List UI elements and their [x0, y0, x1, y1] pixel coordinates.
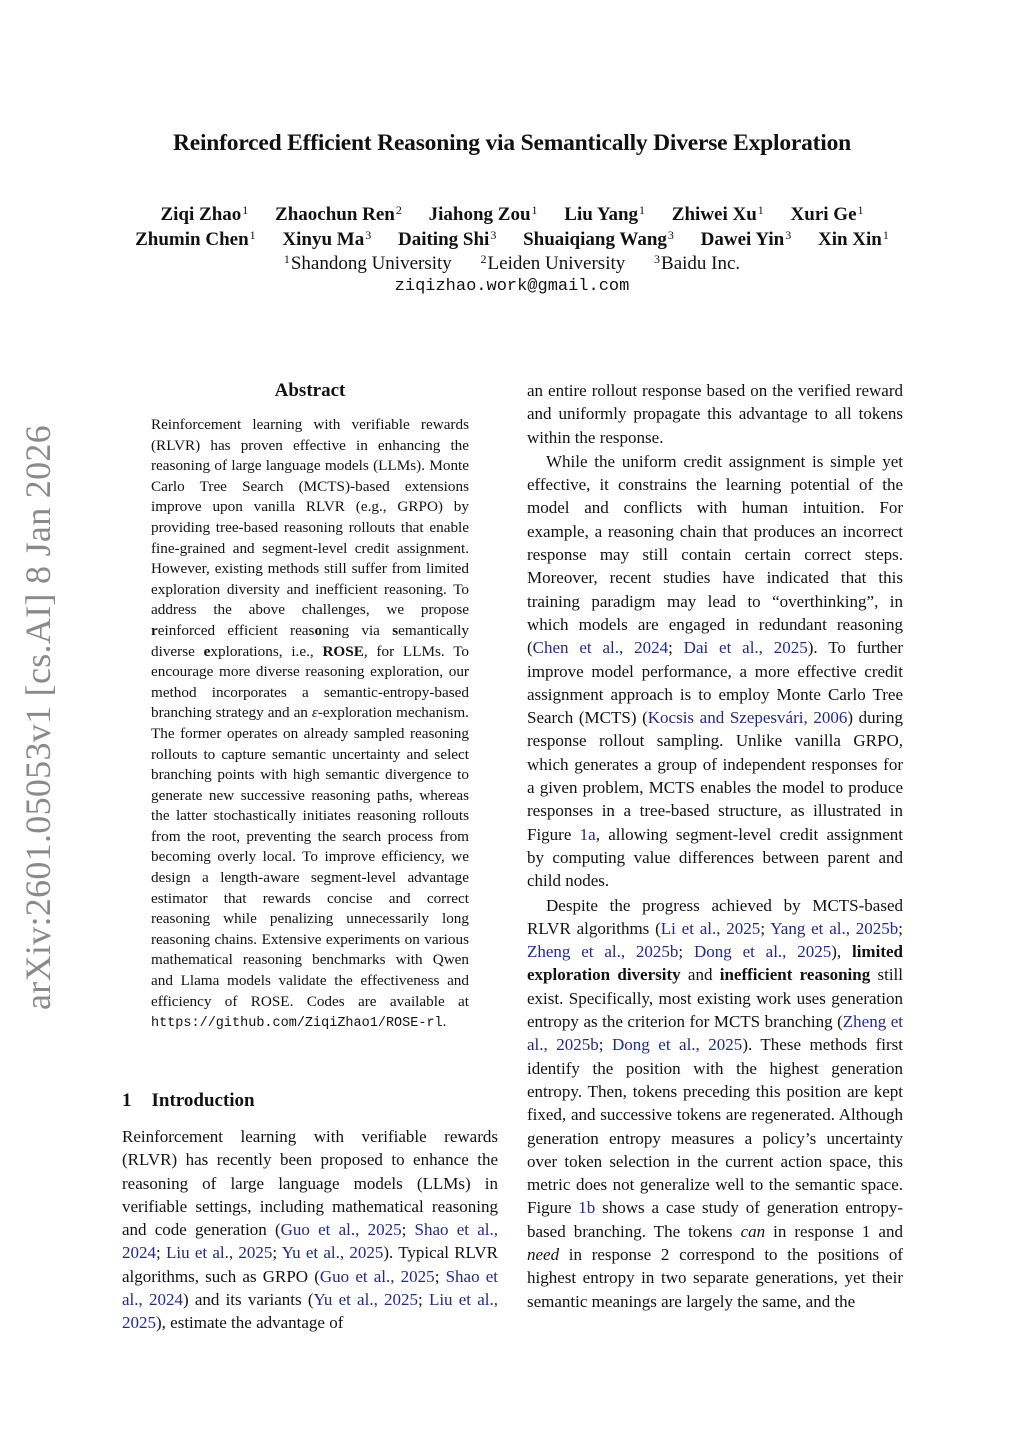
affiliation: $^1$Shandong University	[283, 252, 452, 274]
author: Xinyu Ma$^3$	[282, 228, 372, 250]
author: Daiting Shi$^3$	[397, 228, 497, 250]
citation-link[interactable]: Dong et al., 2025	[612, 1035, 743, 1055]
author-list-line-1	[0, 203, 1024, 226]
author: Xuri Ge$^1$	[790, 203, 864, 225]
arxiv-stamp-text: arXiv:2601.05053v1 [cs.AI] 8 Jan 2026	[18, 424, 58, 1010]
citation-link[interactable]: Guo et al., 2025	[319, 1266, 435, 1286]
citation-link[interactable]: Shao et al., 2024	[122, 1220, 498, 1263]
paragraph: an entire rollout response based on the verified reward and uniformly propagate this advantage to all tokens within the response.	[527, 381, 903, 447]
citation-link[interactable]: Shao et al., 2024	[122, 1266, 498, 1310]
citation-link[interactable]: Dai et al., 2025	[683, 638, 808, 658]
introduction-paragraph: Reinforcement learning with verifiable rewards (RLVR) has recently been proposed to enhance the reasoning of large language models (LLMs) in verifiable settings, including mathematical reasoning and code generation (Guo et al., 2025; Shao et al., 2024; Liu et al., 2025; Yu et al., 2025). Typical RLVR algorithms, such as GRPO (Guo et al., 2025; Shao et al., 2024) and its variants (Yu et al., 2025; Liu et al., 2025), estimate the advantage of	[122, 1127, 498, 1333]
author: Zhiwei Xu$^1$	[671, 203, 764, 225]
author: Jiahong Zou$^1$	[428, 203, 538, 225]
author: Xin Xin$^1$	[817, 228, 889, 250]
author: Liu Yang$^1$	[564, 203, 646, 225]
citation-link[interactable]: Liu et al., 2025	[122, 1290, 498, 1333]
citation-link[interactable]: Guo et al., 2025	[280, 1220, 402, 1240]
citation-link[interactable]: Zheng et al., 2025b	[527, 1012, 903, 1055]
abstract-body: Reinforcement learning with verifiable rewards (RLVR) has proven effective in enhancing the reasoning of large language models (LLMs). Monte Carlo Tree Search (MCTS)-based extensions improve upon vanilla RLVR (e.g., GRPO) by providing tree-based reasoning rollouts that enable fine-grained and segment-level credit assignment. However, existing methods still suffer from limited exploration diversity and inefficient reasoning. To address the above challenges, we propose reinforced efficient reasoning via semantically diverse explorations, i.e., ROSE, for LLMs. To encourage more diverse reasoning exploration, our method incorporates a semantic-entropy-based branching strategy and an ε-exploration mechanism. The former operates on already sampled reasoning rollouts to capture semantic uncertainty and select branching points with high semantic divergence to generate new successive reasoning paths, whereas the latter stochastically initiates reasoning rollouts from the root, preventing the search process from becoming overly local. To improve efficiency, we design a length-aware segment-level advantage estimator that rewards concise and correct reasoning while penalizing unnecessarily long reasoning chains. Extensive experiments on various mathematical reasoning benchmarks with Qwen and Llama models validate the effectiveness and efficiency of ROSE. Codes are available at https://github.com/ZiqiZhao1/ROSE-rl.	[151, 416, 470, 1032]
affiliations	[0, 252, 1024, 275]
paragraph: While the uniform credit assignment is simple yet effective, it constrains the learning potential of the model and conflicts with human intuition. For example, a reasoning chain that produces an incorrect response may still contain certain correct steps. Moreover, recent studies have indicated that this training paradigm may lead to “overthinking”, in which models are engaged in redundant reasoning (Chen et al., 2024; Dai et al., 2025). To further improve model performance, a more effective credit assignment approach is to employ Monte Carlo Tree Search (MCTS) (Kocsis and Szepesvári, 2006) during response rollout sampling. Unlike vanilla GRPO, which generates a group of independent responses for a given problem, MCTS enables the model to produce responses in a tree-based structure, as illustrated in Figure 1a, allowing segment-level credit assignment by computing value differences between parent and child nodes.	[527, 451, 903, 891]
method-name: ROSE	[322, 642, 364, 660]
author: Shuaiqiang Wang$^3$	[523, 228, 674, 250]
figure-ref-link[interactable]: 1a	[579, 824, 596, 844]
author: Dawei Yin$^3$	[700, 228, 792, 250]
citation-link[interactable]: Zheng et al., 2025b	[527, 942, 679, 962]
contact-email[interactable]: ziqizhao.work@gmail.com	[394, 277, 630, 296]
author: Ziqi Zhao$^1$	[160, 203, 249, 225]
right-column	[527, 379, 903, 1313]
paragraph: Despite the progress achieved by MCTS-based RLVR algorithms (Li et al., 2025; Yang et al., 2025b; Zheng et al., 2025b; Dong et al., 2025), limited exploration diversity and inefficient reasoning still exist. Specifically, most existing work uses generation entropy as the criterion for MCTS branching (Zheng et al., 2025b; Dong et al., 2025). These methods first identify the position with the highest generation entropy. Then, tokens preceding this position are kept fixed, and successive tokens are regenerated. Although generation entropy measures a policy’s uncertainty over token selection in the current action space, this metric does not generalize well to the semantic space. Figure 1b shows a case study of generation entropy-based branching. The tokens can in response 1 and need in response 2 correspond to the positions of highest entropy in two separate generations, yet their semantic meanings are largely the same, and the	[527, 895, 904, 1311]
code-url-link[interactable]: https://github.com/ZiqiZhao1/ROSE-rl	[151, 1016, 443, 1032]
citation-link[interactable]: Yu et al., 2025	[281, 1243, 384, 1263]
paper-title: Reinforced Efficient Reasoning via Semantically Diverse Exploration	[172, 130, 852, 156]
citation-link[interactable]: Kocsis and Szepesvári, 2006	[647, 708, 848, 728]
section-heading-introduction: 1 Introduction	[122, 1090, 255, 1111]
author: Zhumin Chen$^1$	[135, 228, 256, 250]
citation-link[interactable]: Chen et al., 2024	[532, 638, 669, 658]
abstract-heading: Abstract	[274, 380, 346, 401]
arxiv-stamp	[15, 424, 61, 1010]
author: Zhaochun Ren$^2$	[275, 203, 402, 225]
citation-link[interactable]: Liu et al., 2025	[165, 1243, 273, 1263]
author-list-line-2	[0, 228, 1024, 251]
figure-ref-link[interactable]: 1b	[578, 1198, 596, 1218]
affiliation: $^2$Leiden University	[480, 252, 626, 274]
citation-link[interactable]: Yang et al., 2025b	[770, 918, 899, 938]
citation-link[interactable]: Dong et al., 2025	[693, 942, 832, 962]
citation-link[interactable]: Yu et al., 2025	[313, 1290, 419, 1310]
citation-link[interactable]: Li et al., 2025	[660, 918, 761, 938]
affiliation: $^3$Baidu Inc.	[654, 252, 741, 274]
